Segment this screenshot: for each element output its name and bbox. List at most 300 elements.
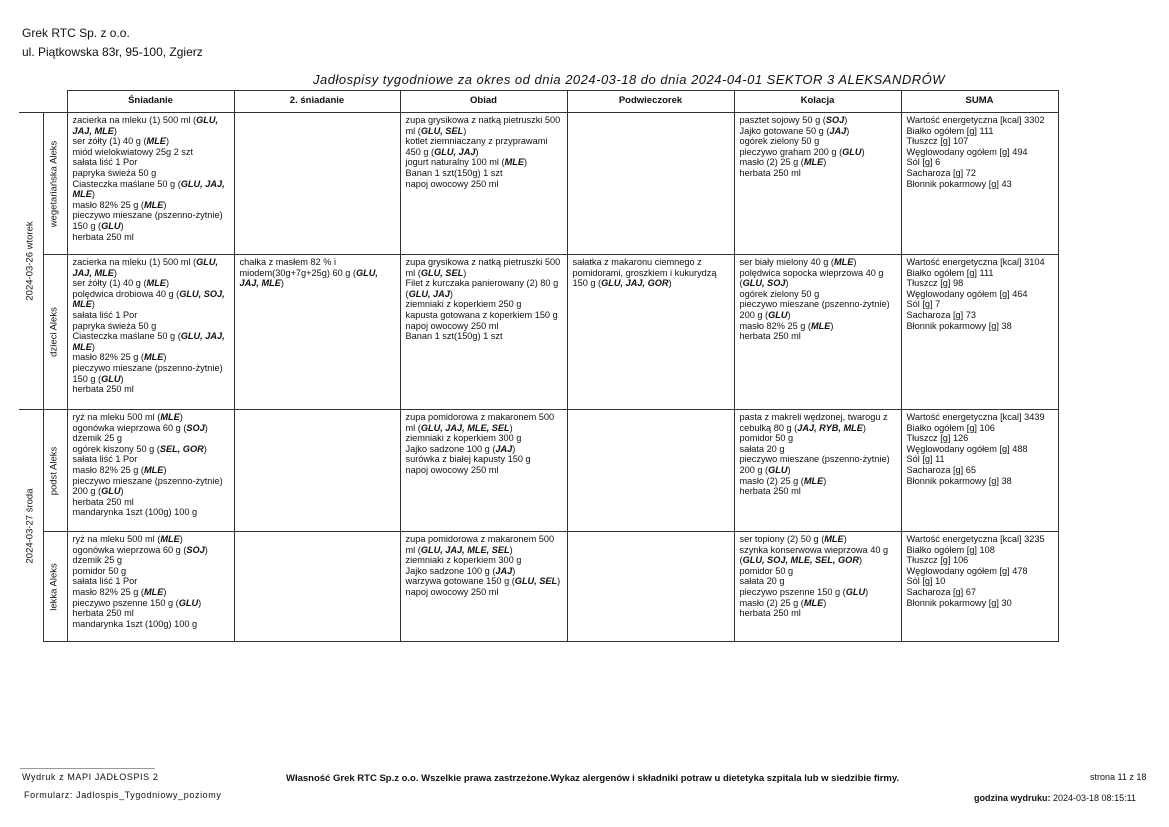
company-header (22, 24, 203, 62)
menu-line (907, 147, 1054, 158)
menu-line (740, 147, 897, 158)
col-header-sniadanie: Śniadanie (67, 91, 234, 113)
menu-text: chałka z masłem 82 % i (239, 257, 337, 267)
menu-text: pieczywo graham 200 g ( (739, 146, 843, 157)
menu-line (73, 221, 230, 232)
menu-text: pieczywo mieszane (pszenno-żytnie) (72, 362, 223, 373)
menu-line (73, 126, 230, 137)
menu-text: ) (165, 136, 170, 147)
menu-text: ser topiony (2) 50 g ( (739, 534, 825, 544)
menu-line (907, 444, 1054, 455)
menu-line (73, 200, 230, 211)
menu-text: ) (120, 486, 124, 497)
menu-line (740, 321, 897, 332)
menu-line (740, 278, 897, 289)
menu-line (406, 423, 563, 434)
allergen-code: GLU, SOJ (742, 278, 786, 289)
meal-cell-sniadanie (67, 410, 234, 532)
menu-line (907, 555, 1054, 566)
menu-line (73, 189, 230, 200)
menu-text: ) (280, 278, 284, 289)
menu-text: Banan 1 szt(150g) 1 szt (405, 167, 503, 178)
allergen-code: GLU, JAJ, MLE, SEL (420, 544, 510, 555)
menu-text: ) (830, 320, 834, 331)
menu-line (73, 147, 230, 158)
menu-line (740, 555, 897, 566)
menu-text: sałata liść 1 Por (72, 309, 138, 320)
menu-text: masło (2) 25 g ( (739, 475, 804, 486)
meal-cell-podwieczorek (567, 532, 734, 642)
menu-line (907, 310, 1054, 321)
menu-text: Sól [g] 10 (906, 576, 946, 587)
menu-line (73, 331, 230, 342)
diet-group-cell (43, 113, 67, 255)
menu-line (907, 289, 1054, 300)
menu-text: masło 82% 25 g ( (72, 199, 144, 210)
menu-line (907, 268, 1054, 279)
menu-text: Tłuszcz [g] 107 (906, 136, 969, 147)
menu-text: pieczywo mieszane (pszenno-żytnie) (739, 299, 890, 310)
menu-text: sałata liść 1 Por (72, 157, 138, 168)
menu-text: ogórek zielony 50 g (739, 288, 820, 299)
menu-text: Białko ogółem [g] 111 (906, 125, 994, 136)
menu-line (573, 257, 730, 268)
allergen-code: MLE (146, 136, 166, 147)
menu-text: Sól [g] 6 (906, 157, 941, 168)
menu-text: ) (163, 352, 167, 363)
meal-cell-kolacja (734, 255, 901, 410)
table-row (19, 113, 1058, 255)
allergen-code: MLE (833, 257, 854, 267)
print-time-value: 2024-03-18 08:15:11 (1053, 793, 1136, 803)
menu-line (907, 168, 1054, 179)
menu-text: ) (844, 115, 848, 125)
menu-text: ) (853, 257, 857, 267)
table-row (19, 532, 1058, 642)
allergen-code: GLU (768, 309, 788, 320)
menu-line (740, 576, 897, 587)
menu-text: ) (113, 267, 117, 278)
menu-text: ) (787, 309, 791, 320)
col-header-podwieczorek: Podwieczorek (567, 91, 734, 113)
menu-text: dżemik 25 g (72, 555, 123, 566)
menu-line (240, 257, 396, 268)
menu-line (73, 507, 230, 518)
document-title: Jadłospisy tygodniowe za okres od dnia 2024-03-18 do dnia 2024-04-01 SEKTOR 3 ALEKSANDRÓW (313, 72, 945, 87)
menu-text: pomidor 50 g (739, 433, 794, 444)
allergen-code: MLE (504, 157, 524, 168)
allergen-code: GLU, SOJ, (179, 288, 225, 299)
menu-text: Węglowodany ogółem [g] 478 (906, 565, 1028, 576)
meal-cell-podwieczorek (567, 410, 734, 532)
menu-text: Białko ogółem [g] 108 (906, 544, 995, 555)
menu-text: pieczywo pszenne 150 g ( (739, 586, 846, 597)
menu-text: ziemniaki z koperkiem 300 g (405, 433, 522, 444)
menu-line (907, 576, 1054, 587)
allergen-code: MLE (72, 189, 92, 200)
diet-group-name: wegetariańska Aleks (48, 140, 60, 227)
menu-line (73, 289, 230, 300)
weekly-menu-table (19, 90, 1059, 642)
menu-text: Węglowodany ogółem [g] 488 (906, 443, 1028, 454)
menu-line (73, 363, 230, 374)
allergen-code: GLU, (196, 115, 219, 125)
menu-line (406, 157, 563, 168)
menu-line (73, 374, 230, 385)
menu-line (73, 476, 230, 487)
menu-text: ) (198, 597, 202, 608)
menu-line (73, 168, 230, 179)
menu-line (740, 412, 897, 423)
menu-line (73, 136, 230, 147)
menu-line (740, 476, 897, 487)
menu-line (907, 433, 1054, 444)
allergen-code: MLE (72, 341, 92, 352)
menu-text: Tłuszcz [g] 106 (906, 555, 969, 566)
col-header-2-sniadanie: 2. śniadanie (234, 91, 400, 113)
menu-text: pieczywo pszenne 150 g ( (72, 597, 179, 608)
menu-line (73, 342, 230, 353)
menu-text: zupa pomidorowa z makaronem 500 (405, 534, 555, 544)
menu-line (73, 619, 230, 630)
table-row (19, 255, 1058, 410)
menu-line (73, 587, 230, 598)
menu-line (406, 576, 563, 587)
menu-text: Błonnik pokarmowy [g] 38 (906, 320, 1012, 331)
menu-text: ) (120, 220, 124, 231)
menu-line (406, 465, 563, 476)
allergen-code: JAJ (829, 125, 847, 136)
menu-text: miodem(30g+7g+25g) 60 g ( (239, 267, 356, 278)
menu-text: ziemniaki z koperkiem 300 g (405, 555, 522, 566)
diet-group-name: podst Aleks (48, 446, 60, 495)
menu-line (740, 566, 897, 577)
allergen-code: MLE (811, 320, 831, 331)
menu-line (740, 331, 897, 342)
footer-copyright: Własność Grek RTC Sp.z o.o. Wszelkie prawa zastrzeżone.Wykaz alergenów i składniki potraw u dietetyka szpitala lub w siedzibie firmy. (286, 773, 900, 784)
menu-line (406, 433, 563, 444)
day-date-cell (19, 113, 43, 410)
allergen-code: MLE (144, 586, 164, 597)
day-date: 2024-03-27 środa (24, 488, 36, 564)
menu-text: ( (739, 555, 743, 566)
day-date: 2024-03-26 wtorek (24, 221, 36, 301)
menu-line (406, 257, 563, 268)
menu-text: 150 g ( (572, 278, 602, 289)
menu-line (406, 179, 563, 190)
menu-line (740, 115, 897, 126)
menu-text: ) (204, 422, 208, 433)
menu-text: cebulką 80 g ( (739, 422, 798, 433)
allergen-code: GLU, JAJ, (180, 178, 225, 189)
menu-line (907, 299, 1054, 310)
menu-text: kapusta gotowana z koperkiem 150 g (405, 309, 558, 320)
menu-line (907, 423, 1054, 434)
menu-line (907, 534, 1054, 545)
footer-print-source: Wydruk z MAPI JADŁOSPIS 2 (22, 772, 159, 782)
menu-text: 200 g ( (739, 309, 769, 320)
menu-text: Białko ogółem [g] 106 (906, 422, 995, 433)
meal-cell-obiad (400, 113, 567, 255)
menu-line (740, 433, 897, 444)
diet-group-name: dzieci Aleks (48, 307, 60, 357)
menu-line (73, 444, 230, 455)
table-row (19, 410, 1058, 532)
menu-line (73, 299, 230, 310)
menu-text: ) (120, 373, 124, 384)
menu-line (73, 257, 230, 268)
allergen-code: GLU (101, 373, 121, 384)
menu-line (73, 268, 230, 279)
menu-line (406, 444, 563, 455)
allergen-code: JAJ, RYB, MLE (797, 422, 863, 433)
menu-line (406, 115, 563, 126)
menu-line (740, 268, 897, 279)
allergen-code: GLU (101, 486, 121, 497)
menu-line (406, 545, 563, 556)
allergen-code: SEL, GOR (159, 443, 204, 454)
menu-line (740, 608, 897, 619)
menu-text: ml ( (405, 422, 421, 433)
allergen-code: GLU, SEL (420, 125, 464, 136)
menu-text: herbata 250 ml (72, 608, 134, 619)
menu-line (73, 465, 230, 476)
diet-group-name: lekka Aleks (48, 562, 60, 611)
menu-text: Ciasteczka maślane 50 g ( (72, 331, 181, 342)
menu-text: ogórek zielony 50 g (739, 136, 820, 147)
meal-cell-obiad (400, 255, 567, 410)
menu-line (740, 465, 897, 476)
menu-line (406, 310, 563, 321)
menu-text: masło (2) 25 g ( (739, 157, 804, 168)
allergen-code: MLE (803, 475, 824, 486)
menu-text: ) (203, 443, 207, 454)
menu-text: ) (823, 157, 827, 168)
menu-line (907, 598, 1054, 609)
menu-line (73, 555, 230, 566)
menu-line (406, 136, 563, 147)
allergen-code: GLU (178, 597, 199, 608)
menu-text: polędwica sopocka wieprzowa 40 g (739, 267, 884, 278)
menu-line (907, 126, 1054, 137)
menu-text: mandarynka 1szt (100g) 100 g (72, 618, 198, 629)
menu-line (573, 268, 730, 279)
menu-line (907, 136, 1054, 147)
menu-line (240, 278, 396, 289)
footer-form-name: Formularz: Jadlospis_Tygodniowy_poziomy (24, 790, 222, 800)
allergen-code: MLE (160, 412, 180, 422)
company-name: Grek RTC Sp. z o.o. (22, 26, 130, 40)
menu-text: ) (512, 565, 516, 576)
menu-text: ser żółty (1) 40 g ( (72, 136, 147, 147)
menu-text: ) (463, 125, 467, 136)
menu-text: Jajko gotowane 50 g ( (739, 125, 830, 136)
menu-text: sałata 20 g (739, 576, 785, 587)
menu-text: jogurt naturalny 100 ml ( (405, 157, 505, 168)
print-time-label: godzina wydruku: (974, 793, 1051, 803)
menu-line (907, 465, 1054, 476)
menu-line (740, 587, 897, 598)
menu-text: pieczywo mieszane (pszenno-żytnie) (72, 475, 223, 486)
day-date-cell (19, 410, 43, 642)
menu-text: herbata 250 ml (739, 331, 801, 342)
menu-text: ) (787, 464, 791, 475)
menu-text: Wartość energetyczna [kcal] 3104 (906, 257, 1045, 267)
menu-text: ( (405, 288, 409, 299)
menu-line (740, 126, 897, 137)
menu-text: ) (179, 412, 183, 422)
menu-line (406, 278, 563, 289)
allergen-code: GLU, (355, 267, 378, 278)
menu-line (406, 454, 563, 465)
menu-line (73, 423, 230, 434)
menu-text: ) (509, 544, 513, 555)
menu-line (406, 555, 563, 566)
menu-text: zacierka na mleku (1) 500 ml ( (72, 115, 197, 125)
meal-cell-obiad (400, 410, 567, 532)
menu-line (73, 278, 230, 289)
allergen-code: MLE (824, 534, 844, 544)
menu-text: Jajko sadzone 100 g ( (405, 443, 496, 454)
menu-text: Węglowodany ogółem [g] 464 (906, 288, 1028, 299)
menu-text: Błonnik pokarmowy [g] 43 (906, 178, 1012, 189)
menu-line (907, 454, 1054, 465)
menu-line (740, 545, 897, 556)
header-corner (19, 91, 67, 113)
menu-text: herbata 250 ml (72, 231, 134, 242)
menu-text: ) (843, 534, 847, 544)
menu-line (406, 321, 563, 332)
menu-text: papryka świeża 50 g (72, 320, 157, 331)
menu-text: ) (823, 475, 827, 486)
menu-line (740, 157, 897, 168)
menu-text: Sacharoza [g] 67 (906, 586, 976, 597)
menu-text: Wartość energetyczna [kcal] 3439 (906, 412, 1045, 422)
menu-text: ) (475, 146, 479, 157)
menu-line (907, 157, 1054, 168)
col-header-suma: SUMA (901, 91, 1058, 113)
menu-text: ) (91, 299, 95, 310)
menu-text: 200 g ( (739, 464, 769, 475)
menu-text: 150 g ( (72, 220, 102, 231)
allergen-code: GLU, JAJ (434, 146, 476, 157)
menu-text: herbata 250 ml (739, 486, 801, 497)
menu-text: surówka z białej kapusty 150 g (405, 454, 531, 465)
company-address: ul. Piątkowska 83r, 95-100, Zgierz (22, 45, 203, 59)
menu-text: ) (163, 464, 167, 475)
allergen-code: GLU, JAJ, GOR (601, 278, 669, 289)
menu-text: ) (512, 443, 516, 454)
menu-line (73, 352, 230, 363)
allergen-code: MLE (146, 278, 166, 289)
menu-line (740, 486, 897, 497)
menu-line (740, 136, 897, 147)
menu-line (73, 210, 230, 221)
menu-text: ) (204, 544, 208, 555)
menu-line (73, 384, 230, 395)
menu-text: Tłuszcz [g] 98 (906, 278, 964, 289)
meal-cell-suma (901, 532, 1058, 642)
menu-text: sałata 20 g (739, 443, 785, 454)
allergen-code: MLE (803, 597, 824, 608)
menu-text: ml ( (405, 544, 421, 555)
menu-text: Tłuszcz [g] 126 (906, 433, 969, 444)
menu-text: napoj owocowy 250 ml (405, 320, 499, 331)
menu-line (406, 126, 563, 137)
menu-text: napoj owocowy 250 ml (405, 464, 499, 475)
menu-text: 450 g ( (405, 146, 435, 157)
menu-text: Sól [g] 7 (906, 299, 941, 310)
menu-line (73, 179, 230, 190)
menu-text: 150 g ( (72, 373, 102, 384)
allergen-code: JAJ, MLE (72, 125, 114, 136)
menu-text: szynka konserwowa wieprzowa 40 g (739, 544, 889, 555)
menu-text: ) (523, 157, 528, 168)
menu-text: zacierka na mleku (1) 500 ml ( (72, 257, 197, 267)
menu-line (740, 454, 897, 465)
menu-text: sałata liść 1 Por (72, 576, 138, 587)
menu-line (73, 545, 230, 556)
menu-line (406, 299, 563, 310)
allergen-code: MLE (160, 534, 180, 544)
menu-line (73, 232, 230, 243)
menu-line (406, 587, 563, 598)
menu-text: Białko ogółem [g] 111 (906, 267, 994, 278)
menu-text: pomidor 50 g (739, 565, 794, 576)
meal-cell-kolacja (734, 410, 901, 532)
meal-cell-kolacja (734, 113, 901, 255)
menu-line (406, 534, 563, 545)
menu-text: masło 82% 25 g ( (72, 464, 144, 475)
footer-page-number: strona 11 z 18 (1090, 772, 1147, 782)
meal-cell-podwieczorek (567, 113, 734, 255)
allergen-code: JAJ (495, 443, 513, 454)
menu-text: sałatka z makaronu ciemnego z (572, 257, 702, 267)
menu-text: Filet z kurczaka panierowany (2) 80 g (405, 278, 559, 289)
menu-text: ) (509, 422, 513, 433)
meal-cell-sniadanie (67, 532, 234, 642)
menu-line (740, 257, 897, 268)
meal-cell-podwieczorek (567, 255, 734, 410)
menu-text: pomidorami, groszkiem i kukurydzą (572, 267, 717, 278)
meal-cell-suma (901, 113, 1058, 255)
menu-line (406, 268, 563, 279)
menu-text: dżemik 25 g (72, 433, 123, 444)
menu-line (907, 587, 1054, 598)
meal-cell-2-sniadanie (234, 255, 400, 410)
col-header-kolacja: Kolacja (734, 91, 901, 113)
menu-line (740, 444, 897, 455)
menu-line (73, 412, 230, 423)
allergen-code: GLU, SEL (514, 576, 558, 587)
footer-print-time (974, 793, 1136, 803)
menu-line (740, 534, 897, 545)
menu-text: ) (823, 597, 827, 608)
menu-text: pasta z makreli wędzonej, twarogu z (739, 412, 888, 422)
menu-text: napoj owocowy 250 ml (405, 586, 499, 597)
menu-text: zupa pomidorowa z makaronem 500 (405, 412, 555, 422)
allergen-code: GLU (842, 146, 862, 157)
menu-text: ) (557, 576, 561, 587)
allergen-code: SOJ (186, 544, 205, 555)
menu-line (573, 278, 730, 289)
menu-line (907, 321, 1054, 332)
menu-line (73, 433, 230, 444)
menu-line (73, 454, 230, 465)
menu-text: herbata 250 ml (72, 496, 134, 507)
meal-cell-suma (901, 255, 1058, 410)
menu-text: ) (785, 278, 789, 289)
